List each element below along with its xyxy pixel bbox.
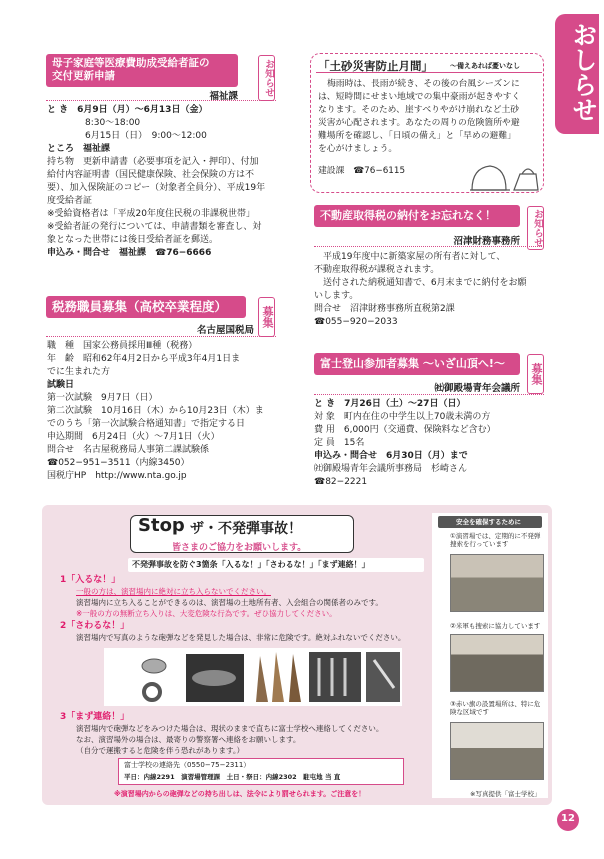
fuji-line: 定 員 15名 <box>314 438 365 448</box>
page-number: 12 <box>561 813 575 824</box>
zeimu-line: 問合せ 名古屋税務局人事第二課試験係 <box>47 445 210 455</box>
stop-section-1 <box>60 575 383 619</box>
fudosan-line: いします。 <box>314 291 359 301</box>
fuji-line: 費 用 6,000円（交通費、保険料など含む） <box>314 425 496 435</box>
stop-text: 演習場内に立ち入ることができるのは、演習場の土地所有者、入会組合の関係者のみです。 <box>76 598 383 607</box>
photo-caption-3: ③赤い旗の設置場所は、特に危険な区域です <box>450 700 541 716</box>
stop-title-jp: ザ・不発弾事故！ <box>190 521 302 537</box>
zeimu-line: 第二次試験 10月16日（木）から10月23日（木）ま <box>47 406 264 416</box>
stop-subtitle: 皆さまのご協力をお願いします。 <box>172 543 307 553</box>
boshi-line: 給付内容証明書（国民健康保険、社会保険の方は不 <box>47 170 255 180</box>
fuji-body <box>314 398 496 489</box>
dosha-underline <box>316 72 542 73</box>
zeimu-line: でのうち「第一次試験合格通知書」で指定する日 <box>47 419 246 429</box>
fudosan-dept: 沼津財務事務所 <box>453 236 520 247</box>
range-photo-2 <box>450 634 544 692</box>
safety-title: 安全を確保するために <box>456 518 521 526</box>
boshi-dept: 福祉課 <box>209 91 238 102</box>
fudosan-line: 問合せ 沼津財務事務所直税第2課 <box>314 304 455 314</box>
zeimu-line: 第一次試験 9月7日（日） <box>47 393 158 403</box>
dosha-line: 災害が心配されます。あなたの周りの危険箇所や避 <box>318 118 520 128</box>
boshi-line: ※受給資格者は「平成20年度住民税の非課税世帯」 <box>47 209 255 219</box>
fuji-line: ㈳御殿場青年会議所事務局 杉崎さん <box>314 464 468 474</box>
range-photo-1 <box>450 554 544 612</box>
fudosan-line: 送付された納税通知書で、6月末までに納付をお願 <box>323 278 527 288</box>
boshi-rule <box>46 100 276 101</box>
fuji-rule <box>314 394 544 395</box>
stop-text: 演習場内で砲弾などをみつけた場合は、現状のままで直ちに富士学校へ連絡してください。 <box>76 724 384 733</box>
photo-caption-2: ②米軍も捜索に協力しています <box>450 622 541 630</box>
stop-section-2 <box>60 621 405 643</box>
boshi-line: 度受給者証 <box>47 196 93 206</box>
dosha-line: なります。そのため、崖すべりやがけ崩れなど土砂 <box>318 105 520 115</box>
photo-credit: ※写真提供「富士学校」 <box>470 790 541 798</box>
zeimu-badge: 募集 <box>258 297 275 337</box>
zeimu-header: 税務職員募集（高校卒業程度） <box>46 296 246 318</box>
fuji-line: 対 象 町内在住の中学生以上70歳未満の方 <box>314 412 491 422</box>
fudosan-line: ☎055−920−2033 <box>314 317 398 327</box>
dosha-line: は、短時間にせまい地域での集中豪雨が起きやすく <box>318 92 521 102</box>
contact-line-1: 富士学校の連絡先（0550−75−2311） <box>124 761 251 769</box>
stop-heading-1: 1「入るな！」 <box>60 575 121 585</box>
fuji-line: ☎82−2221 <box>314 477 368 487</box>
fudosan-header: 不動産取得税の納付をお忘れなく！ <box>314 205 520 227</box>
stop-text: なお、演習場外の場合は、最寄りの警察署へ連絡をお願いします。 <box>76 735 301 744</box>
boshi-line: 8:30〜18:00 <box>85 118 141 128</box>
dosha-subtitle: 〜備えあれば憂いなし <box>450 62 520 70</box>
fudosan-body <box>314 251 527 329</box>
boshi-line: ※受給者証の発行については、申請書類を審査し、対 <box>47 222 262 232</box>
boshi-header <box>46 54 238 87</box>
stop-section-3 <box>60 712 383 756</box>
fuji-header: 富士登山参加者募集 〜いざ山頂へ!〜 <box>314 353 520 375</box>
helmet-illustration <box>470 160 540 194</box>
boshi-line: 象となった世帯には後日受給者証を郵送。 <box>47 235 219 245</box>
range-photo-3 <box>450 722 544 780</box>
zeimu-line: ☎052−951−3511（内線3450） <box>47 458 190 468</box>
boshi-title-2: 交付更新申請 <box>52 70 115 82</box>
boshi-line: ところ 福祉課 <box>47 144 111 154</box>
zeimu-line: 年 齢 昭和62年4月2日から平成3年4月1日ま <box>47 354 241 364</box>
dosha-line: 梅雨時は、長雨が続き、その後の台風シーズンに <box>327 79 520 89</box>
zeimu-line: 試験日 <box>47 380 75 390</box>
boshi-line: 持ち物 更新申請書（必要事項を記入・押印）、付加 <box>47 157 259 167</box>
stop-title-en: Stop <box>138 515 185 536</box>
boshi-line: 要）、加入保険証のコピー（対象者全員分）、平成19年 <box>47 183 266 193</box>
dosha-title: 「土砂災害防止月間」 <box>318 59 433 73</box>
zeimu-rule <box>46 336 276 337</box>
boshi-title-1: 母子家庭等医療費助成受給者証の <box>52 57 210 69</box>
fuji-dept: ㈳御殿場青年会議所 <box>434 383 520 394</box>
dosha-line: 難場所を確認し、「日頃の備え」と「早めの避難」 <box>318 131 516 141</box>
stop-text: （自分で運搬すると危険を伴う恐れがあります。） <box>76 746 245 755</box>
side-tab-label: おしらせ <box>569 22 598 122</box>
ordnance-illustration <box>104 648 402 706</box>
boshi-line: 6月15日（日） 9:00〜12:00 <box>85 131 207 141</box>
boshi-badge: お知らせ <box>258 55 275 101</box>
photo-caption-1: ①演習場では、定期的に不発弾捜索を行っています <box>450 532 541 548</box>
contact-line-2: 平日：内線2291 演習場管理課 土日・祭日：内線2302 駐屯地 当 直 <box>124 773 341 781</box>
stop-text: 一般の方は、演習場内に絶対に立ち入らないでください。 <box>76 587 271 596</box>
zeimu-line: 国税庁HP http://www.nta.go.jp <box>47 471 187 481</box>
zeimu-dept: 名古屋国税局 <box>196 325 254 336</box>
fuji-line: と き 7月26日（土）〜27日（日） <box>314 399 466 409</box>
stop-heading-2: 2「さわるな！」 <box>60 621 130 631</box>
fudosan-rule <box>314 246 544 247</box>
fudosan-badge: お知らせ <box>527 206 544 250</box>
zeimu-line: でに生まれた方 <box>47 367 111 377</box>
zeimu-line: 職 種 国家公務員採用Ⅲ種（税務） <box>47 341 198 351</box>
stop-text: 演習場内で写真のような砲弾などを発見した場合は、非常に危険です。絶対ふれないでください。 <box>76 633 406 642</box>
boshi-body <box>47 104 265 260</box>
stop-footer: ※演習場内からの砲弾などの持ち出しは、法令により罰せられます。ご注意を！ <box>114 790 366 798</box>
zeimu-line: 申込期間 6月24日（火）〜7月1日（火） <box>47 432 220 442</box>
zeimu-body <box>47 340 264 483</box>
stop-heading-3: 3「まず連絡！」 <box>60 712 130 722</box>
dosha-line: 建設課 ☎76−6115 <box>318 166 406 176</box>
dosha-line: を心がけましょう。 <box>318 144 398 154</box>
fuji-line: 申込み・問合せ 6月30日（月）まで <box>314 451 468 461</box>
fudosan-line: 平成19年度中に新築家屋の所有者に対して、 <box>323 252 506 262</box>
boshi-line: 申込み・問合せ 福祉課 ☎76−6666 <box>47 248 212 258</box>
stop-text: ※一般の方の無断立ち入りは、大変危険な行為です。ぜひ協力してください。 <box>76 609 337 618</box>
boshi-line: と き 6月9日（月）〜6月13日（金） <box>47 105 208 115</box>
fuji-badge: 募集 <box>527 354 544 394</box>
fudosan-line: 不動産取得税が課税されます。 <box>314 265 440 275</box>
stop-rule: 不発弾事故を防ぐ3箇条「入るな！」「さわるな！」「まず連絡！」 <box>132 560 370 569</box>
